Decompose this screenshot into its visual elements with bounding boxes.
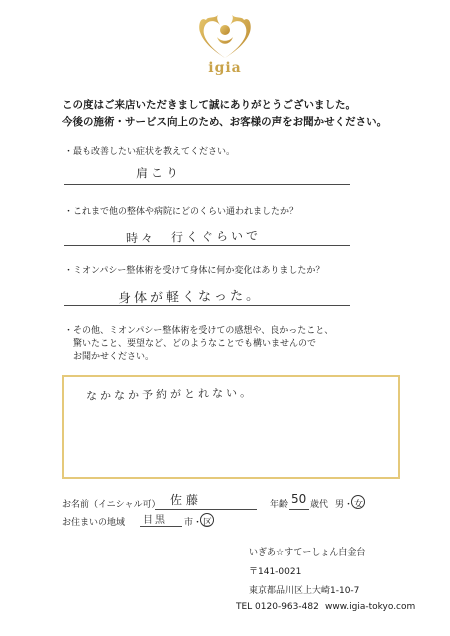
answer-1-line (64, 184, 350, 185)
gender-female: 女 (354, 500, 364, 510)
gender-selection-circle (351, 495, 365, 509)
comment-question-line-2: 驚いたこと、要望など、どのようなことでも構いませんので (64, 339, 317, 349)
comment-question-line-3: お聞かせください。 (64, 352, 155, 362)
intro-text (62, 97, 387, 131)
answer-1: 肩こり (135, 165, 182, 181)
intro-line-2: 今後の施術・サービス向上のため、お客様の声をお聞かせください。 (62, 116, 388, 128)
name-line (155, 509, 257, 510)
comment-question-line-1: ・その他、ミオンパシー整体術を受けての感想や、良かったこと、 (64, 326, 334, 336)
question-1: ・最も改善したい症状を教えてください。 (64, 147, 236, 157)
brand-name: igia (208, 60, 242, 76)
gender-separator: ・ (344, 500, 354, 510)
age-label: 年齢 (270, 500, 289, 510)
area-label: お住まいの地域 (62, 518, 126, 528)
age-value: 50 (291, 492, 307, 506)
shop-address: 東京都品川区上大崎1-10-7 (249, 586, 360, 596)
city-label: 市 (184, 518, 194, 528)
question-2: ・これまで他の整体や病院にどのくらい通われましたか？ (64, 207, 299, 217)
ward-selection-circle (200, 513, 214, 527)
shop-tel: TEL 0120-963-482 (236, 602, 319, 612)
answer-3: 身体が軽くなった。 (117, 288, 263, 307)
name-label: お名前（イニシャル可） (62, 500, 161, 510)
area-line (140, 526, 182, 527)
age-unit: 歳代 (310, 500, 329, 510)
comment-answer: なかなか予約がとれない。 (85, 386, 255, 403)
answer-2: 時々 行くぐらいで (125, 228, 262, 246)
name-value: 佐藤 (170, 493, 203, 507)
gender-male: 男 (335, 500, 345, 510)
city-ward-separator: ・ (193, 518, 203, 528)
shop-url: www.igia-tokyo.com (325, 602, 416, 612)
shop-zip: 〒141-0021 (249, 567, 302, 577)
shop-name: いぎあ☆すてーしょん白金台 (249, 548, 366, 558)
age-line (289, 509, 309, 510)
answer-2-line (64, 245, 350, 246)
area-value: 目黒 (143, 515, 167, 526)
intro-line-1: この度はご来店いただきまして誠にありがとうございました。 (62, 99, 356, 111)
ward-label: 区 (203, 518, 213, 528)
question-3: ・ミオンパシー整体術を受けて身体に何か変化はありましたか？ (64, 266, 325, 276)
answer-3-line (64, 305, 350, 306)
